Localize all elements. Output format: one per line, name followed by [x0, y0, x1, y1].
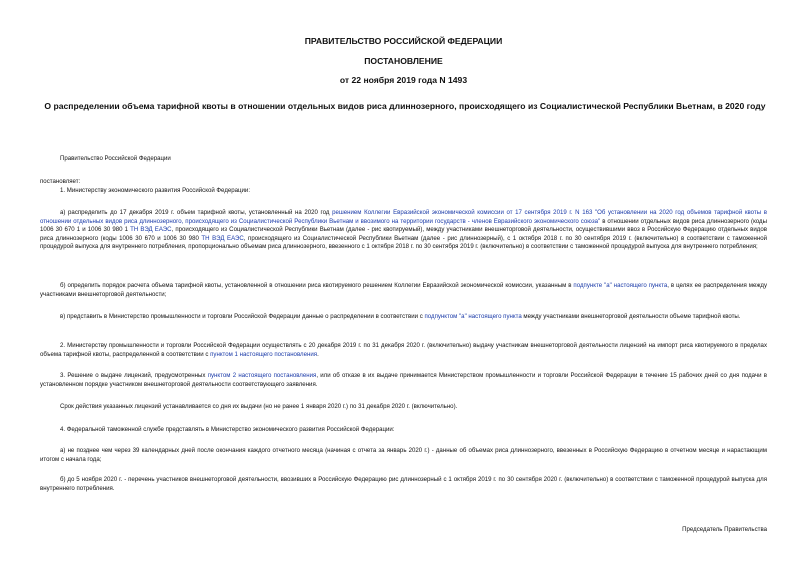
item-2: 2. Министерству промышленности и торговли Российской Федерации осуществлять с 20 декабря 2019 г. по 31 декабря 2020 г. (включительно) выдачу участникам внешнеторговой деятельности лицензий на импорт риса квотируемого в пределах объема тарифной квоты, распределенной в соответствии с пунктом 1 настоящего постановления. — [40, 342, 767, 358]
link-subitem-a[interactable]: подпунктом "а" настоящего пункта — [424, 313, 522, 320]
intro-text: Правительство Российской Федерации — [60, 155, 171, 162]
item-1: 1. Министерству экономического развития Российской Федерации: — [60, 187, 251, 194]
link-subitem-a[interactable]: подпункте "а" настоящего пункта — [573, 282, 668, 289]
item-1c: в) представить в Министерство промышленности и торговли Российской Федерации данные о распределении в соответствии с подпунктом "а" настоящего пункта между участниками внешнеторговой деятельности объеме тарифной квоты. — [60, 313, 741, 320]
item-1b: б) определить порядок расчета объема тарифной квоты, установленной в отношении риса квотируемого решением Коллегии Евразийской экономической комиссии, указанным в подпункте "а" настоящего пункта, в целях ее распределения между участниками внешнеторговой деятельности; — [40, 282, 767, 298]
link-item-1[interactable]: пунктом 1 настоящего постановления — [210, 350, 318, 358]
link-commission-decision-163[interactable]: решением Коллегии Евразийской экономической комиссии от 17 сентября 2019 г. N 163 "Об установлении на 2020 год объемов тарифной квоты в отношении отдельных видов риса длиннозерного, происходящего из Социалистической Республики Вьетнам и ввозимого на территории государств - членов Евразийского экономического союза" — [40, 209, 767, 225]
signature-line: Председатель Правительства — [682, 526, 767, 533]
link-tn-ved-eaeu[interactable]: ТН ВЭД ЕАЭС — [130, 226, 172, 233]
document-issuer: ПРАВИТЕЛЬСТВО РОССИЙСКОЙ ФЕДЕРАЦИИ — [304, 36, 503, 46]
license-validity-text: Срок действия указанных лицензий устанавливается со дня их выдачи (но не ранее 1 января 2020 г.) по 31 декабря 2020 г. (включительно). — [60, 403, 458, 410]
decides-text: постановляет: — [40, 178, 81, 185]
document-date: от 22 ноября 2019 года N 1493 — [339, 75, 468, 85]
link-tn-ved-eaeu[interactable]: ТН ВЭД ЕАЭС — [201, 234, 244, 242]
item-3: 3. Решение о выдаче лицензий, предусмотренных пунктом 2 настоящего постановления, или об отказе в их выдаче принимается Министерством промышленности и торговли Российской Федерации в течение 15 рабочих дней со дня подачи в установленном порядке участником внешнеторговой деятельности соответствующего заявления. — [40, 372, 768, 388]
item-4: 4. Федеральной таможенной службе представлять в Министерство экономического развития Российской Федерации: — [60, 426, 395, 433]
item-4a: а) не позднее чем через 39 календарных дней после окончания каждого отчетного месяца (начиная с отчета за январь 2020 г.) - данные об объемах риса длиннозерного, ввезенных в Российскую Федерацию в отчетном месяце и нарастающим итогом с начала года; — [40, 447, 767, 463]
item-4b: б) до 5 ноября 2020 г. - перечень участников внешнеторговой деятельности, ввозивших в Российскую Федерацию рис длиннозерный с 1 октября 2019 г. по 30 сентября 2020 г. (включительно) в соответствии с таможенной процедурой выпуска для внутреннего потребления. — [40, 476, 767, 492]
item-1a: а) распределить до 17 декабря 2019 г. объем тарифной квоты, установленный на 2020 год решением Коллегии Евразийской экономической комиссии от 17 сентября 2019 г. N 163 "Об установлении на 2020 год объемов тарифной квоты в отношении отдельных видов риса длиннозерного, происходящего из Социалистической Республики Вьетнам и ввозимого на территории государств - членов Евразийского экономического союза" в отношении отдельных видов риса длиннозерного (коды 1006 30 670 1 и 1006 30 980 1 ТН ВЭД ЕАЭС, происходящего из Социалистической Республики Вьетнам (далее - рис квотируемый), между участниками внешнеторговой деятельности, осуществившими ввоз в Российскую Федерацию отдельных видов риса длиннозерного (коды 1006 30 670 и 1006 30 980 ТН ВЭД ЕАЭС, происходящего из Социалистической Республики Вьетнам (далее - рис длиннозерный), с 1 октября 2018 г. по 30 сентября 2019 г. (включительно) в соответствии с таможенной процедурой выпуска для внутреннего потребления, пропорционально объемам риса длиннозерного, ввезенного с 1 октября 2018 г. по 30 сентября 2019 г. (включительно) в соответствии с таможенной процедурой выпуска для внутреннего потребления; — [40, 209, 767, 250]
document-type: ПОСТАНОВЛЕНИЕ — [364, 56, 443, 66]
document-subject: О распределении объема тарифной квоты в отношении отдельных видов риса длиннозерного, происходящего из Социалистической Республики Вьетнам, в 2020 году — [44, 101, 766, 111]
link-item-2[interactable]: пунктом 2 настоящего постановления — [207, 372, 317, 379]
